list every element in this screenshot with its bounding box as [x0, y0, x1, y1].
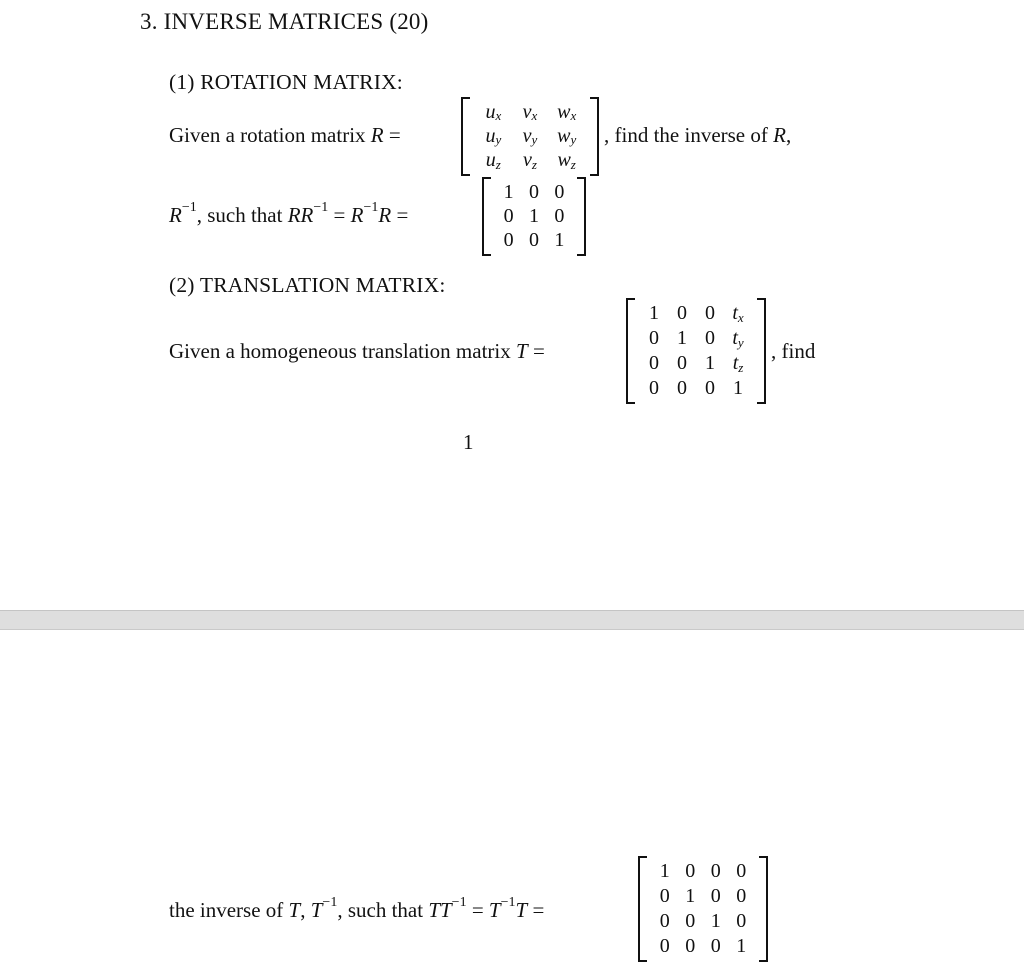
symbol-R: R	[370, 123, 384, 147]
document-page-2	[0, 630, 1024, 979]
matrix-cell: v $_x$	[522, 100, 538, 124]
matrix-cell: 0	[705, 377, 715, 399]
given-prefix: Given a rotation matrix	[169, 123, 371, 147]
identity-matrix-3x3	[482, 177, 586, 256]
right-bracket	[759, 856, 768, 962]
matrix-cell: 0	[710, 885, 721, 907]
part1-identity-text	[169, 200, 409, 228]
matrix-cell: v $_z$	[523, 149, 537, 172]
inverse-of-text: the inverse of	[169, 898, 289, 922]
equals: =	[466, 898, 489, 922]
symbol-T: T	[288, 898, 301, 922]
matrix-cell: 0	[685, 935, 696, 957]
identity-matrix-4x4	[638, 856, 768, 962]
symbol-T: T	[310, 898, 323, 922]
matrix-cell: 0	[503, 229, 514, 252]
matrix-cell: t $_y$	[732, 327, 744, 350]
matrix-cell: w $_y$	[557, 124, 577, 148]
exponent: −1	[313, 200, 329, 215]
left-bracket	[638, 856, 647, 962]
matrix-cell: t $_x$	[732, 302, 744, 325]
matrix-cell: 0	[736, 910, 747, 932]
part1-given-text	[169, 123, 401, 148]
exponent: −1	[322, 895, 338, 910]
matrix-cell: 1	[677, 327, 687, 349]
part1-find-text	[604, 123, 791, 148]
matrix-cell: 0	[554, 204, 565, 227]
matrix-cell: 0	[649, 352, 659, 374]
part2-heading: (2) TRANSLATION MATRIX:	[169, 273, 446, 297]
symbol-R: R	[169, 203, 182, 227]
symbol-T: T	[515, 898, 528, 922]
matrix-cell: 0	[528, 229, 539, 252]
exponent: −1	[181, 200, 197, 215]
matrix-cell: 0	[659, 885, 670, 907]
left-bracket	[461, 97, 470, 176]
problem-title: 3. INVERSE MATRICES (20)	[140, 9, 429, 34]
matrix-cell: 1	[659, 860, 670, 882]
matrix-cell: 0	[710, 860, 721, 882]
matrix-cell: 1	[733, 377, 743, 399]
matrix-cell: 1	[736, 935, 747, 957]
exponent: −1	[363, 200, 379, 215]
matrix-cell: 1	[685, 885, 696, 907]
given-prefix: Given a homogeneous translation matrix	[169, 339, 517, 363]
right-bracket	[757, 298, 766, 404]
matrix-cell: t $_z$	[732, 352, 744, 375]
matrix-cell: w $_x$	[557, 100, 577, 124]
find-inverse-text: , find the inverse of	[604, 123, 774, 147]
translation-matrix	[626, 298, 766, 404]
matrix-cell: 0	[677, 352, 687, 374]
comma: ,	[771, 339, 777, 363]
symbol-R: R	[350, 203, 364, 227]
matrix-cell: 0	[736, 860, 747, 882]
matrix-cell: 0	[503, 204, 514, 227]
rotation-matrix	[461, 97, 599, 176]
part2-continuation-text	[169, 895, 545, 923]
find-word: find	[781, 339, 816, 363]
left-bracket	[482, 177, 491, 256]
page-separator	[0, 610, 1024, 630]
matrix-cell: 1	[710, 910, 721, 932]
matrix-cell: 0	[649, 377, 659, 399]
equals: =	[328, 203, 351, 227]
symbol-T: T	[488, 898, 501, 922]
matrix-cell: 1	[528, 204, 539, 227]
matrix-cell: 0	[685, 860, 696, 882]
matrix-cell: v $_y$	[522, 124, 538, 148]
page-number: 1	[463, 430, 474, 454]
matrix-cell: 1	[705, 352, 715, 374]
matrix-cell: 0	[677, 302, 687, 324]
symbol-T: T	[516, 339, 528, 363]
symbol-R: R	[773, 123, 786, 147]
equals: =	[527, 339, 545, 363]
matrix-cell: 0	[705, 302, 715, 324]
equals: =	[391, 203, 409, 227]
matrix-cell: u $_z$	[485, 149, 501, 172]
equals: =	[383, 123, 401, 147]
comma: ,	[785, 123, 792, 147]
left-bracket	[626, 298, 635, 404]
matrix-cell: 1	[649, 302, 659, 324]
part2-find-text	[771, 339, 815, 364]
matrix-cell: u $_x$	[485, 100, 502, 124]
exponent: −1	[451, 895, 467, 910]
symbol-RR: RR	[287, 203, 314, 227]
such-that-text: , such that	[337, 898, 429, 922]
matrix-cell: w $_z$	[557, 149, 576, 172]
separator: ,	[300, 898, 311, 922]
such-that-text: , such that	[196, 203, 288, 227]
matrix-cell: 0	[528, 180, 539, 203]
matrix-cell: 0	[710, 935, 721, 957]
matrix-cell: 0	[705, 327, 715, 349]
matrix-cell: 1	[503, 180, 514, 203]
matrix-cell: 1	[554, 229, 565, 252]
equals: =	[527, 898, 545, 922]
right-bracket	[577, 177, 586, 256]
matrix-cell: 0	[677, 377, 687, 399]
symbol-R: R	[378, 203, 392, 227]
right-bracket	[590, 97, 599, 176]
part2-given-text	[169, 339, 545, 364]
symbol-TT: TT	[428, 898, 452, 922]
matrix-cell: 0	[736, 885, 747, 907]
exponent: −1	[500, 895, 516, 910]
matrix-cell: 0	[554, 180, 565, 203]
matrix-cell: 0	[685, 910, 696, 932]
part1-heading: (1) ROTATION MATRIX:	[169, 70, 403, 94]
matrix-cell: 0	[659, 935, 670, 957]
matrix-cell: 0	[649, 327, 659, 349]
matrix-cell: 0	[659, 910, 670, 932]
matrix-cell: u $_y$	[485, 124, 502, 148]
